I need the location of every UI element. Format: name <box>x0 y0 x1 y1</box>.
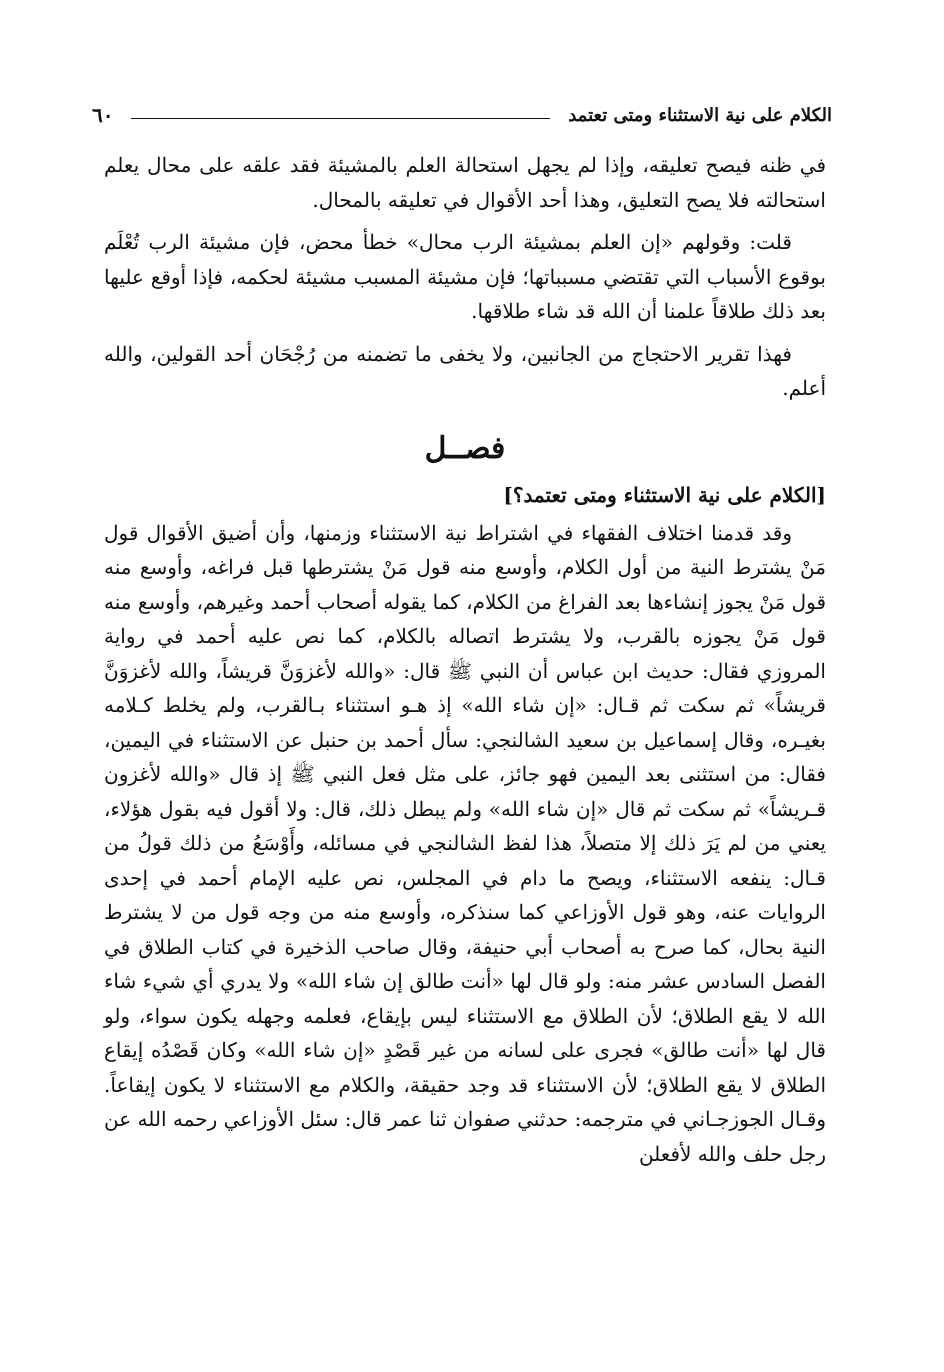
page-number: ٦٠ <box>92 103 114 127</box>
running-title: الكلام على نية الاستثناء ومتى تعتمد <box>568 104 832 126</box>
paragraph-qultu: قلت: وقولهم «إن العلم بمشيئة الرب محال» خطأ محض، فإن مشيئة الرب تُعْلَم بوقوع الأسباب التي تقتضي مسبباتها؛ فإن مشيئة المسبب مشيئة لحكمه، فإذا أوقع عليها بعد ذلك طلاقاً علمنا أن الله قد شاء طلاقها. <box>104 230 826 323</box>
paragraph-continuation: في ظنه فيصح تعليقه، وإذا لم يجهل استحالة العلم بالمشيئة فقد علقه على محال يعلم استحالته فلا يصح التعليق، وهذا أحد الأقوال في تعليقه بالمحال. <box>104 153 826 212</box>
header-rule <box>131 118 550 119</box>
section-body-paragraph: وقد قدمنا اختلاف الفقهاء في اشتراط نية الاستثناء وزمنها، وأن أضيق الأقوال قول مَنْ يشترط النية من أول الكلام، وأوسع منه قول مَنْ يشترطها قبل فراغه، وأوسع منه قول مَنْ يجوز إنشاءها بعد الفراغ من الكلام، كما يقوله أصحاب أحمد وغيرهم، وأوسع منه قول مَنْ يجوزه بالقرب، ولا يشترط اتصاله بالكلام، كما نص عليه أحمد في رواية المروزي فقال: حديث ابن عباس أن النبي ﷺ قال: «والله لأغزوَنَّ قريشاً، والله لأغزوَنَّ قريشاً» ثم سكت ثم قـال: «إن شاء الله» إذ هـو استثناء بـالقرب، ولم يخلط كـلامه بغيـره، وقال إسماعيل بن سعيد الشالنجي: سأل أحمد بن حنبل عن الاستثناء في اليمين، فقال: من استثنى بعد اليمين فهو جائز، على مثل فعل النبي ﷺ إذ قال «والله لأغزون قـريشاً» ثم سكت ثم قال «إن شاء الله» ولم يبطل ذلك، قال: ولا أقول فيه بقول هؤلاء، يعني من لم يَرَ ذلك إلا متصلاً، هذا لفظ الشالنجي في مسائله، وأَوْسَعُ من ذلك قولُ من قـال: ينفعه الاستثناء، ويصح ما دام في المجلس، نص عليه الإمام أحمد في إحدى الروايات عنه، وهو قول الأوزاعي كما سنذكره، وأوسع منه من وجه قول من لا يشترط النية بحال، كما صرح به أصحاب أبي حنيفة، وقال صاحب الذخيرة في كتاب الطلاق في الفصل السادس عشر منه: ولو قال لها «أنت طالق إن شاء الله» ولا يدري أي شيء شاء الله لا يقع الطلاق؛ لأن الطلاق مع الاستثناء ليس بإيقاع، فعلمه وجهله يكون سواء، ولو قال لها «أنت طالق» فجرى على لسانه من غير قَصْدٍ «إن شاء الله» وكان قَصْدُه إيقاع الطلاق لا يقع الطلاق؛ لأن الاستثناء قد وجد حقيقة، والكلام مع الاستثناء لا يكون إيقاعاً. وقـال الجوزجـاني في مترجمه: حدثني صفوان ثنا عمر قال: سئل الأوزاعي رحمه الله عن رجل حلف والله لأفعلن <box>104 520 827 1166</box>
running-header <box>92 98 832 132</box>
section-subtitle: [الكلام على نية الاستثناء ومتى تعتمد؟] <box>503 482 826 507</box>
page-body <box>104 148 826 1179</box>
paragraph-conclusion: فهذا تقرير الاحتجاج من الجانبين، ولا يخفى ما تضمنه من رُجْحَان أحد القولين، والله أعلم. <box>104 341 826 400</box>
section-title: فصــل <box>424 430 506 466</box>
